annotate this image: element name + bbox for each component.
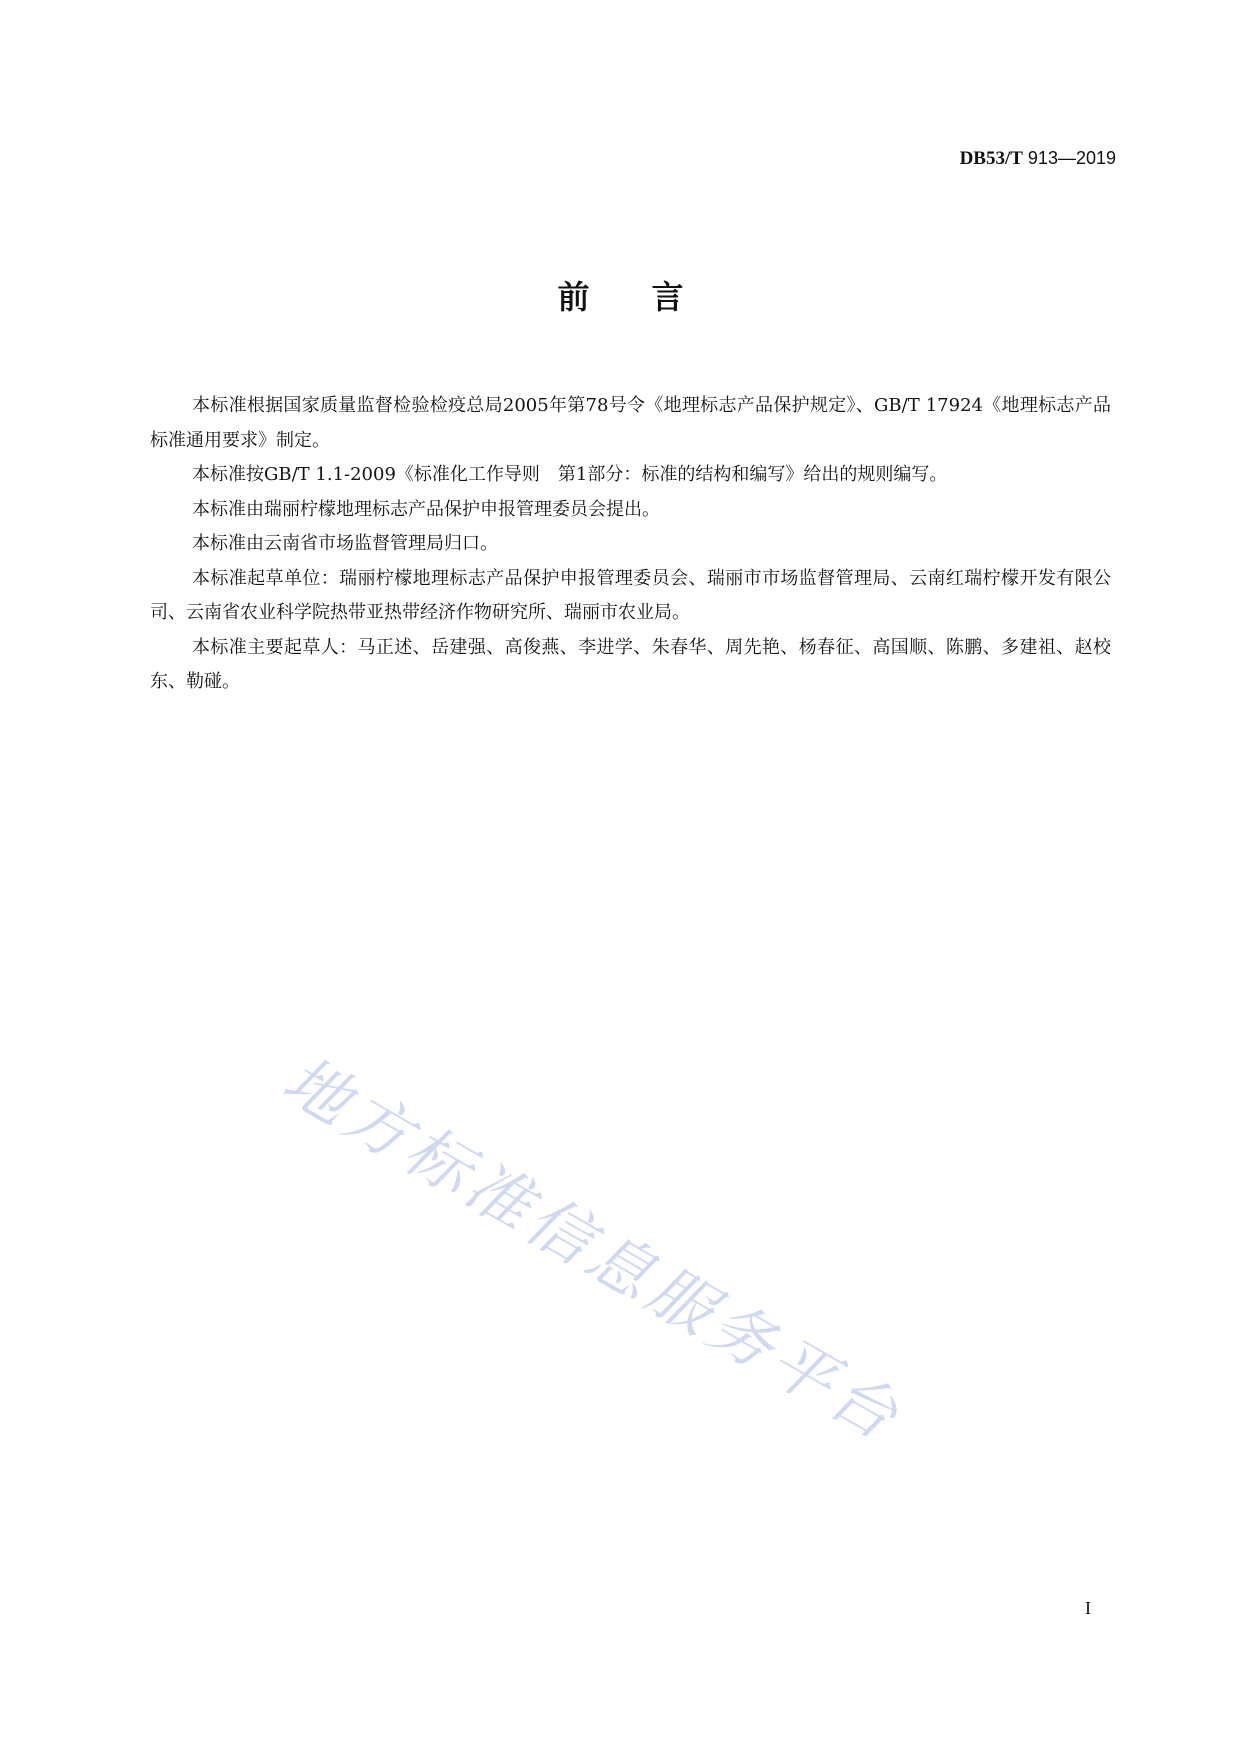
standard-code-prefix: DB53/T: [959, 148, 1023, 169]
paragraph: 本标准根据国家质量监督检验检疫总局2005年第78号令《地理标志产品保护规定》、GB/T 17924《地理标志产品标准通用要求》制定。: [150, 395, 1111, 451]
paragraph: 本标准主要起草人：马正述、岳建强、高俊燕、李进学、朱春华、周先艳、杨春征、高国顺、陈鹏、多建祖、赵校东、勒碰。: [150, 636, 1111, 692]
paragraph: 本标准按GB/T 1.1-2009《标准化工作导则 第1部分：标准的结构和编写》给出的规则编写。: [192, 464, 948, 485]
paragraph: 本标准由瑞丽柠檬地理标志产品保护申报管理委员会提出。: [192, 498, 660, 520]
watermark: 地方标准信息服务平台: [270, 1042, 914, 1458]
foreword-body: [150, 389, 1111, 700]
paragraph: 本标准由云南省市场监督管理局归口。: [192, 533, 498, 554]
page-title: 前言: [557, 278, 746, 316]
paragraph: 本标准起草单位：瑞丽柠檬地理标志产品保护申报管理委员会、瑞丽市市场监督管理局、云南红瑞柠檬开发有限公司、云南省农业科学院热带亚热带经济作物研究所、瑞丽市农业局。: [150, 567, 1111, 623]
standard-code-number: 913—2019: [1022, 148, 1116, 168]
standard-code: [960, 148, 1116, 170]
page-number: I: [1085, 1598, 1091, 1618]
